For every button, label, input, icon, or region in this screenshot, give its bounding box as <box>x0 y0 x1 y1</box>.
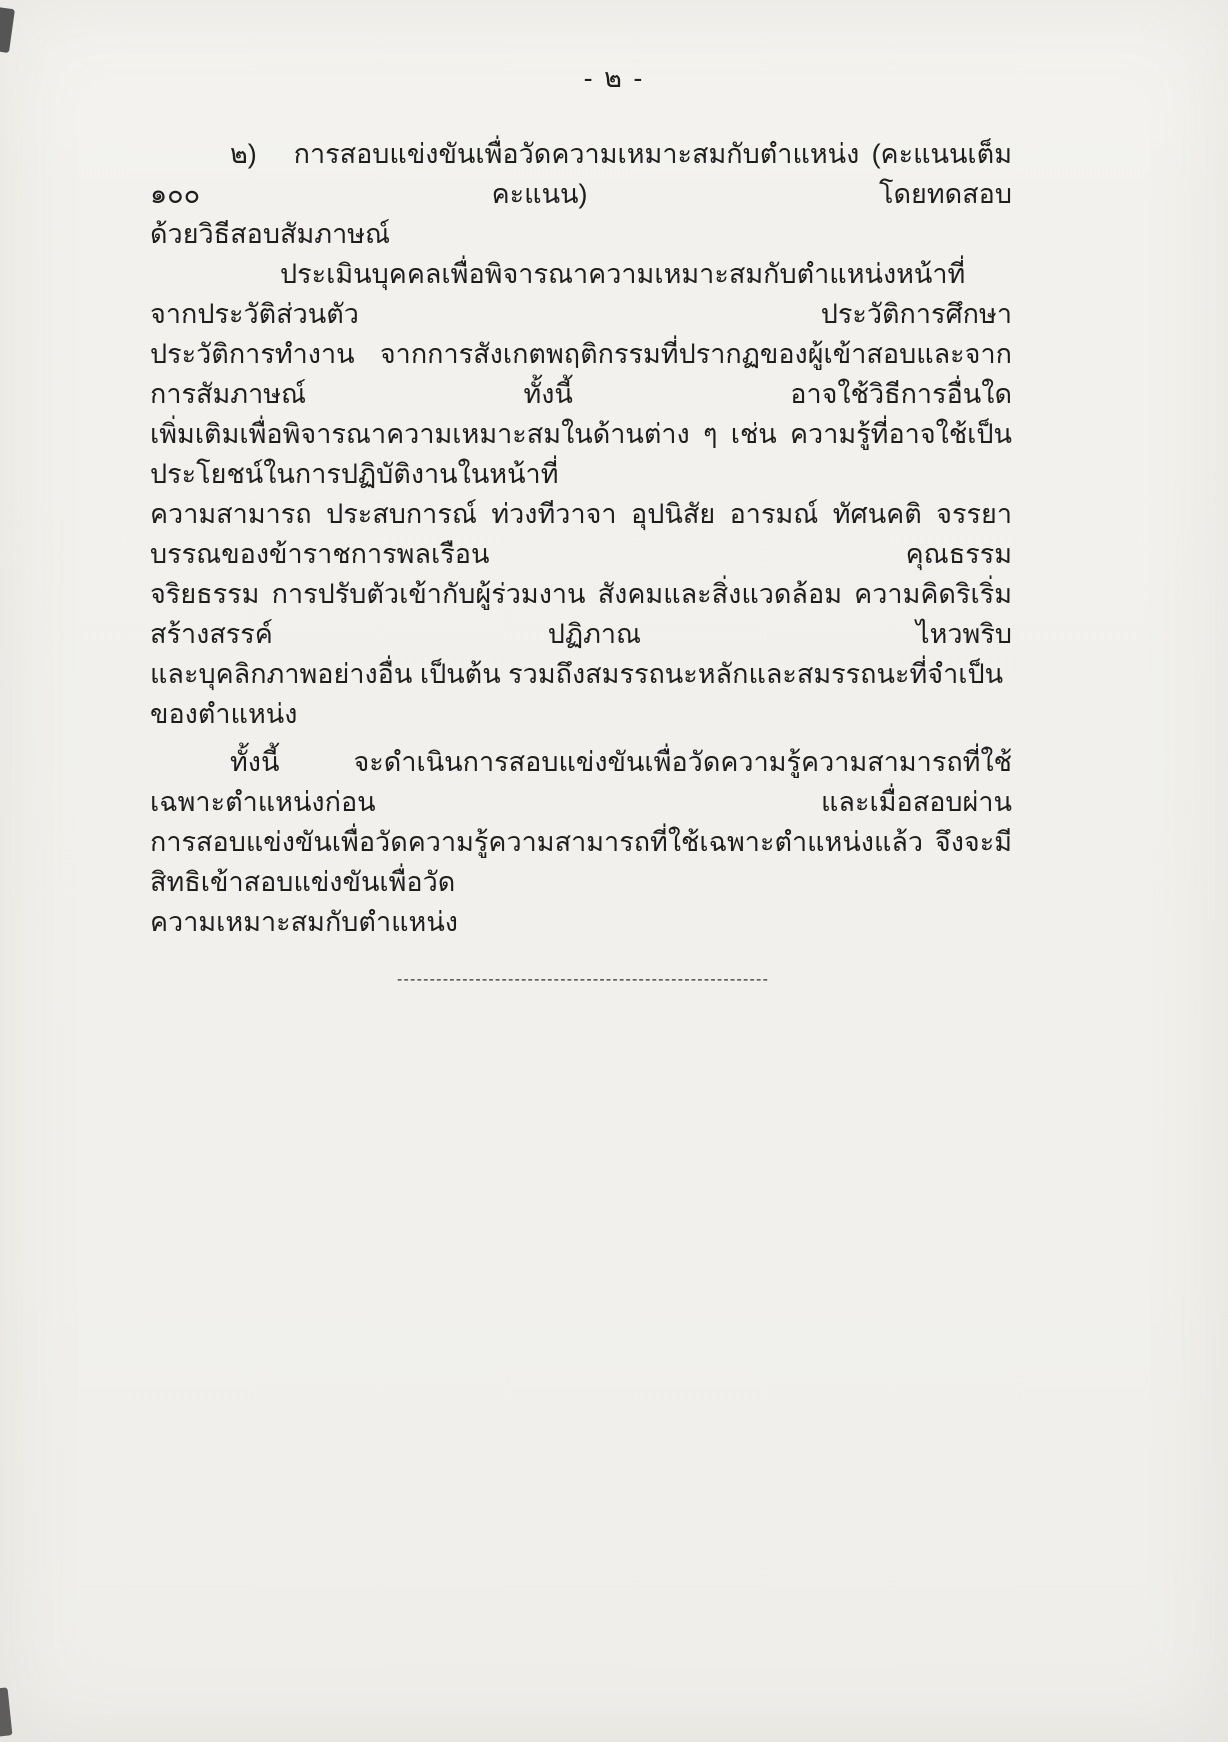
scan-artifact-bottom-left <box>0 1687 12 1736</box>
paragraph-2-line-4: ความสามารถ ประสบการณ์ ท่วงทีวาจา อุปนิสัย อารมณ์ ทัศนคติ จรรยาบรรณของข้าราชการพลเรือน คุณธรรม <box>150 499 1012 569</box>
paragraph-3-line-2: การสอบแข่งขันเพื่อวัดความรู้ความสามารถที่ใช้เฉพาะตำแหน่งแล้ว จึงจะมีสิทธิเข้าสอบแข่งขันเพื่อวัด <box>150 827 1012 897</box>
paragraph-2-line-2: ประวัติการทำงาน จากการสังเกตพฤติกรรมที่ปรากฏของผู้เข้าสอบและจากการสัมภาษณ์ ทั้งนี้ อาจใช้วิธีการอื่นใด <box>150 339 1012 409</box>
page-number: - ๒ - <box>583 63 645 93</box>
scan-artifact-top-left <box>0 7 15 53</box>
paragraph-2-line-6: และบุคลิกภาพอย่างอื่น เป็นต้น รวมถึงสมรรถนะหลักและสมรรถนะที่จำเป็นของตำแหน่ง <box>150 659 1004 729</box>
paragraph-3-line-3: ความเหมาะสมกับตำแหน่ง <box>150 907 458 937</box>
paragraph-2-line-5: จริยธรรม การปรับตัวเข้ากับผู้ร่วมงาน สังคมและสิ่งแวดล้อม ความคิดริเริ่มสร้างสรรค์ ปฏิภาณ ไหวพริบ <box>150 579 1012 649</box>
paragraph-2-line-1: ประเมินบุคคลเพื่อพิจารณาความเหมาะสมกับตำแหน่งหน้าที่จากประวัติส่วนตัว ประวัติการศึกษา <box>150 259 1012 329</box>
paragraph-1-line-2: ด้วยวิธีสอบสัมภาษณ์ <box>150 219 391 249</box>
paragraph-3-line-1: ทั้งนี้ จะดำเนินการสอบแข่งขันเพื่อวัดความรู้ความสามารถที่ใช้เฉพาะตำแหน่งก่อน และเมื่อสอบผ่าน <box>150 747 1012 817</box>
paragraph-1-line-1: ๒) การสอบแข่งขันเพื่อวัดความเหมาะสมกับตำแหน่ง (คะแนนเต็ม ๑๐๐ คะแนน) โดยทดสอบ <box>150 139 1012 209</box>
dashed-divider: --------------------------------------------------------- <box>397 971 770 988</box>
paragraph-2-line-3: เพิ่มเติมเพื่อพิจารณาความเหมาะสมในด้านต่าง ๆ เช่น ความรู้ที่อาจใช้เป็นประโยชน์ในการปฏิบัติงานในหน้าที่ <box>150 419 1012 489</box>
document-body <box>150 134 1012 1000</box>
